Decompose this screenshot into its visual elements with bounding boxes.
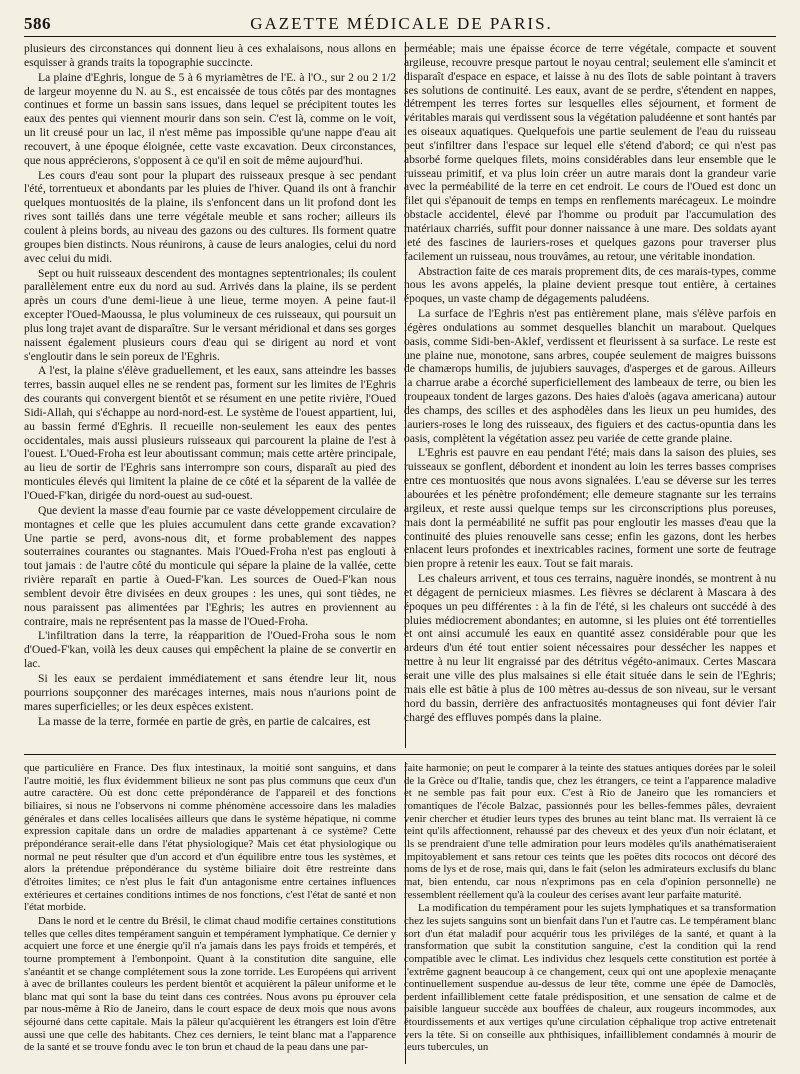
paragraph: La plaine d'Eghris, longue de 5 à 6 myriamètres de l'E. à l'O., sur 2 ou 2 1/2 de largeur moyenne du N. au S., est encaissée de tous côtés par des montagnes continues et forme un bassin sans issues, dans lequel se précipitent toutes les eaux des pentes qui viennent mourir dans son sein. C'est là, comme on le voit, un lit creusé pour un lac, il n'est même pas impossible qu'une nappe d'eau ait recouvert, à une époque éloignée, cette vaste excavation. Deux circonstances, que nous apprécierons, s'opposent à ce qu'il en soit de même aujourd'hui. xyxy=(24,70,396,167)
paragraph: L'infiltration dans la terre, la réapparition de l'Oued-Froha sous le nom d'Oued-F'kan, voilà les deux causes qui empêchent la plaine de se convertir en lac. xyxy=(24,629,396,671)
paragraph: faite harmonie; on peut le comparer à la teinte des statues antiques dorées par le soleil de la Grèce ou d'Italie, tandis que, chez les étrangers, ce teint a l'apparence maladive et ne semble pas fait pour eux. C'est à Rio de Janeiro que les romanciers et romantiques de l'école Balzac, passionnés pour les belles-femmes pâles, devraient venir chercher et étudier leurs types des brunes au teint blanc mat. Ils verraient là ce teint qu'ils affectionnent, rehaussé par des cheveux et des yeux d'un noir éclatant, et ils se prendraient d'une telle admiration pour leurs modèles qu'ils anathématiseraient impitoyablement et sans retour ces teints que les poëtes dits rococos ont décoré des noms de lys et de rose, mais qui, dans le fait (selon les admirateurs exclusifs du blanc mat, bien entendu, car nous n'exprimons pas en cela d'opinion personnelle) ne ressemblent réellement qu'à la couleur des cerises avant leur parfaite maturité. xyxy=(404,762,776,901)
article-top xyxy=(24,42,776,748)
paragraph: Les chaleurs arrivent, et tous ces terrains, naguère inondés, se montrent à nu et dégagent de pernicieux miasmes. Les fièvres se déclarent à Mascara à des époques un peu différentes : à la fin de l'été, si les chaleurs ont succédé à des pluies médiocrement abondantes; en automne, si les pluies ont été torrentielles et ont ainsi accumulé les eaux en quantité assez considérable pour que les ardeurs d'un été tout entier soient nécessaires pour dessécher les nappes et mettre à nu leur lit engraissé par des détritus végéto-animaux. Certes Mascara serait une ville des plus malsaines si elle était située dans le sein de l'Eghris; mais elle est bâtie à plus de 100 mètres au-dessus de son niveau, sur le versant nord du bassin, derrière des anfractuosités montagneuses qui font dévier l'air chargé des effluves pompés dans la plaine. xyxy=(404,572,776,724)
paragraph: plusieurs des circonstances qui donnent lieu à ces exhalaisons, nous allons en esquisser à grands traits la topographie succincte. xyxy=(24,42,396,69)
paragraph: Dans le nord et le centre du Brésil, le climat chaud modifie certaines constitutions telles que celles dites tempérament sanguin et tempérament lymphatique. Ce dernier y acquiert une force et une énergie qu'il n'a jamais dans les pays froids et tempérés, et tourne promptement à l'embonpoint. Quant à la constitution dite sanguine, elle s'anéantit et se change complétement sous la zone torride. Les Européens qui arrivent à avec de brillantes couleurs les perdent bientôt et acquièrent la pâleur uniforme et le blanc mat qui sont la base du teint dans ces contrées. Nous avons pu éprouver cela par nous-même à Rio de Janeiro, dans le court espace de deux mois que nous avons séjourné dans cette capitale. Mais la pâleur qu'acquièrent les étrangers est loin d'être aussi une que celle des habitants. Chez ces derniers, le teint blanc mat a l'apparence de la santé et se trouve fondu avec le ton brun et chaud de la peau dans une par- xyxy=(24,914,396,1054)
top-left-column xyxy=(24,42,396,748)
paragraph: Sept ou huit ruisseaux descendent des montagnes septentrionales; ils coulent parallèlement entre eux du nord au sud. Arrivés dans la plaine, ils se perdent après un cours d'une demi-lieue à une lieue, terme moyen. A peine faut-il excepter l'Oued-Maoussa, le plus volumineux de ces ruisseaux, qui poursuit un plus long trajet avant de disparaître. Sur le versant méridional et dans ses gorges naissent également plusieurs cours d'eau qui se dirigent au nord et vont s'engloutir dans le sein poreux de l'Eghris. xyxy=(24,266,396,363)
bottom-left-column xyxy=(24,762,396,1064)
paragraph: L'Eghris est pauvre en eau pendant l'été; mais dans la saison des pluies, ses ruisseaux se gonflent, débordent et inondent au loin les terres basses comprises entre ces montuosités que nous avons signalées. L'eau se déverse sur les terres labourées et les pénètre profondément; elle demeure stagnante sur les terrains argileux, et reste aussi quelque temps sur les circonscriptions plus poreuses, mais dont la perméabilité ne suffit pas pour engloutir les masses d'eau que la continuité des pluies renouvelle sans cesse; enfin les gazons, dont les herbes enlacent leurs profondes et inextricables racines, forment une sorte de feutrage bien propre à retenir les eaux. Tout se fait marais. xyxy=(404,446,776,571)
paragraph: Les cours d'eau sont pour la plupart des ruisseaux presque à sec pendant l'été, torrentueux et abondants par les pluies de l'hiver. Quand ils ont à franchir quelques montuosités de la plaine, ils s'enfoncent dans un lit profond dont les rives sont taillés dans une terre végétale meuble et sans rocher; ailleurs ils coulent à pleins bords, au niveau des gazons ou des cultures. Ils forment quatre groupes bien distincts. Nous réunirons, à cause de leurs analogies, celui du nord avec celui du midi. xyxy=(24,168,396,265)
journal-title: GAZETTE MÉDICALE DE PARIS. xyxy=(250,14,553,33)
paragraph: La masse de la terre, formée en partie de grès, en partie de calcaires, est xyxy=(38,714,371,728)
paragraph: Abstraction faite de ces marais proprement dits, de ces marais-types, comme nous les avons appelés, la plaine devient presque tout entière, à certaines époques, un vaste champ de dégagements paludéens. xyxy=(404,264,776,306)
paragraph: Si les eaux se perdaient immédiatement et sans étendre leur lit, nous pourrions soupçonner des marécages internes, mais nous n'aurions point de mares superficielles; or les deux espèces existent. xyxy=(24,671,396,713)
paragraph: perméable; mais une épaisse écorce de terre végétale, compacte et souvent argileuse, recouvre presque partout le noyau central; seulement elle s'amincit et disparaît d'espace en espace, et laisse à nu des îlots de sable pointant à travers ses solutions de continuité. Les eaux, avant de se perdre, s'étendent en nappes, détrempent les terres fortes sur lesquelles elles séjournent, et forment de véritables marais qui verdissent sous la végétation paludéenne et sont hantés par les oiseaux aquatiques. Quelquefois une partie seulement de l'eau du ruisseau peut s'infiltrer dans l'espace sur lequel elle s'étend d'abord; ce qui n'est pas absorbé forme quelques filets, moins considérables dans leur ensemble que le ruisseau primitif, et va plus loin créer un autre marais dont la grandeur varie avec la perméabilité de la terre en cet endroit. Le cours de l'Oued est donc un filet qui s'épanouit de temps en temps en renflements marécageux. Le moindre obstacle accidentel, élevé par l'homme ou produit par l'accumulation des matériaux charriés, suffit pour donner naissance à une mare. Des soldats ayant jeté des fascines de lauriers-roses et quelques gazons pour traverser plus facilement un ruisseau, nous trouvâmes, au retour, une véritable inondation. xyxy=(404,42,776,263)
section-divider xyxy=(24,754,776,755)
paragraph: que particulière en France. Des flux intestinaux, la moitié sont sanguins, et dans l'autre moitié, les flux évidemment bilieux ne sont pas plus communs que ceux d'un autre caractère. Où est donc cette prépondérance de l'appareil et des fonctions biliaires, si nous ne l'observons ni comme phénomène accessoire dans les maladies générales et dans celles localisées ailleurs que dans le système hépatique, ni comme expression capitale dans un ordre de maladies appartenant à ce système? Cette prépondérance serait-elle dans l'état physiologique? Mais cet état physiologique ou normal ne peut résulter que d'un accord et d'un équilibre entre tous les systèmes, et alors la prétendue prépondérance du système biliaire doit être restreinte dans d'étroites limites; ce n'est plus le fait d'un antagonisme entre certaines influences extérieures et certaines conditions intimes de nos fonctions, c'est l'état de santé et non l'état morbide. xyxy=(24,762,396,914)
article-bottom xyxy=(24,762,776,1064)
paragraph: La surface de l'Eghris n'est pas entièrement plane, mais s'élève parfois en légères ondulations au sommet desquelles blanchit un marabout. Quelques oasis, comme Sidi-ben-Aklef, verdissent et fleurissent à sa surface. Le reste est une plaine nue, monotone, sans arbres, coupée seulement de maigres buissons de chamærops humilis, de jujubiers sauvages, d'asperges et de garous. Ailleurs la charrue arabe a écorché superficiellement des lambeaux de terre, ou bien les troupeaux tondent de larges gazons. Des haies d'aloès (agava americana) autour des champs, des scilles et des asphodèles dans les lieux un peu humides, des lauriers-roses le long des ruisseaux, des figuiers et des cactus-opuntia dans les oasis, complètent la végétation assez peu variée de cette grande plaine. xyxy=(404,307,776,445)
bottom-right-column xyxy=(404,762,776,1064)
page-number: 586 xyxy=(24,14,51,33)
top-right-column xyxy=(404,42,776,748)
paragraph: Que devient la masse d'eau fournie par ce vaste développement circulaire de montagnes et celle que les pluies accumulent dans cette grande excavation? Une partie se perd, avons-nous dit, et forme probablement des nappes souterraines courantes ou stagnantes. Mais l'Oued-Froha n'est pas englouti à tout jamais : de l'autre côté du monticule qui sépare la plaine de la vallée, cette rivière reparaît en partie à Oued-F'kan. Les sources de Oued-F'kan nous semblent devoir être divisées en deux groupes : les unes, qui sont tièdes, ne nous paraissent pas alimentées par l'Eghris; les autres en proviennent au contraire, mais ne représentent pas la masse de l'Oued-Froha. xyxy=(24,503,396,628)
paragraph: A l'est, la plaine s'élève graduellement, et les eaux, sans atteindre les basses terres, bassin auquel elles ne se rendent pas, forment sur les limites de l'Eghris des courants qui convergent bientôt et se résument en une petite rivière, l'Oued Sidi-Allah, qui s'échappe au nord-nord-est. Le système de l'ouest appartient, lui, au bassin fermé d'Eghris. Il recueille non-seulement les eaux des pentes occidentales, mais aussi plusieurs ruisseaux qui parcourent la plaine de l'est à l'ouest. L'Oued-Froha est leur aboutissant commun; mais cette artère principale, au lieu de sortir de l'Eghris sans interrompre son cours, disparaît au pied des monticules élevés qui limitent la plaine de ce côté et la séparent de la vallée de l'Oued-F'kan, dirigée du nord-ouest au sud-ouest. xyxy=(24,364,396,502)
page-header xyxy=(24,14,776,37)
paragraph: La modification du tempérament pour les sujets lymphatiques et sa transformation chez les sujets sanguins sont un bienfait dans l'un et l'autre cas. Le tempérament blanc sort d'un état maladif pour acquérir tous les priviléges de la santé, et quant à la transformation que subit la constitution sanguine, c'est la condition qui la rend compatible avec le climat. Les individus chez lesquels cette constitution est portée à l'extrême gagnent beaucoup à ce changement, ceux qui ont une apoplexie menaçante continuellement suspendue au-dessus de leur tête, comme une épée de Damoclès, perdent infailliblement cette fatale prédisposition, et une sensation de calme et de paisible langueur succède aux bouffées de chaleur, aux rougeurs incommodes, aux étourdissements et aux vertiges qu'une circulation céphalique trop active entretenait vers la tête. Si on conseille aux phthisiques, infailliblement condamnés à mourir de leurs tubercules, un xyxy=(404,902,776,1054)
